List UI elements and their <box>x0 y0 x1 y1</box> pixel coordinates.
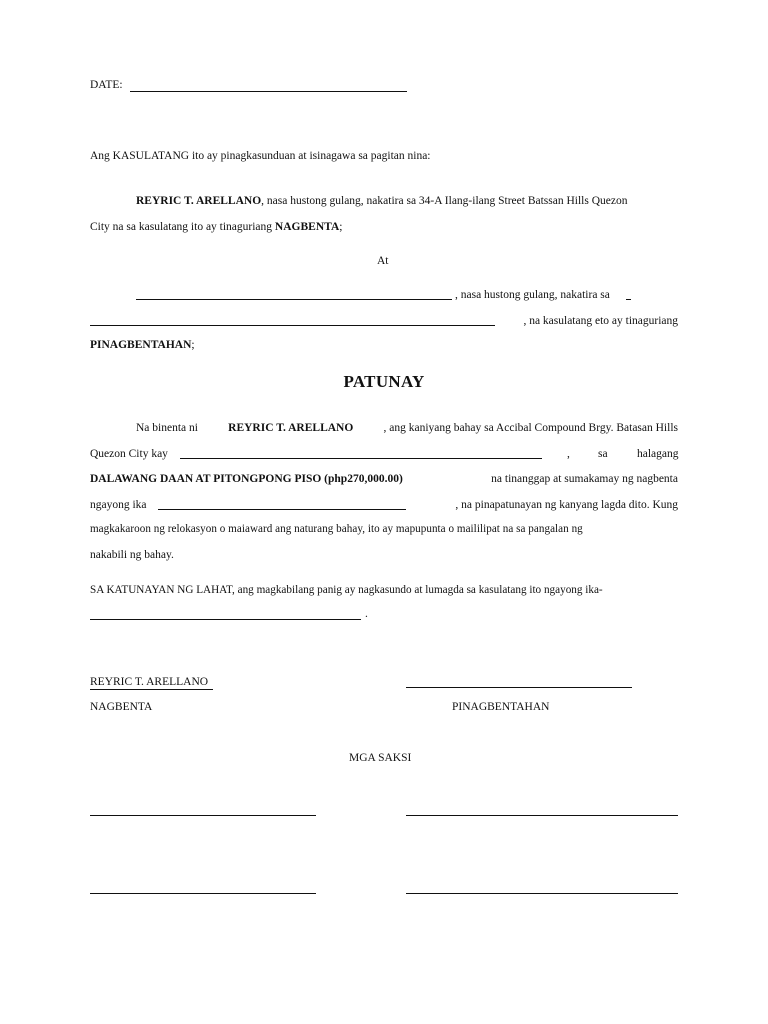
body-p1-f: halagang <box>637 448 679 460</box>
body-p1-a: Na binenta ni <box>136 422 198 434</box>
body-p1-b: , ang kaniyang bahay sa Accibal Compound Brgy. Batasan Hills <box>383 422 678 434</box>
body-p1-e: sa <box>598 448 608 460</box>
body-p1-j: magkakaroon ng relokasyon o maiaward ang naturang bahay, ito ay mapupunta o maililipat na sa pangalan ng <box>90 523 583 535</box>
buyer-text-a: , nasa hustong gulang, nakatira sa <box>455 289 610 301</box>
buyer-address-blank-start[interactable] <box>626 299 631 300</box>
body-line-3 <box>90 472 678 486</box>
witness-title: MGA SAKSI <box>349 752 412 764</box>
seller-role: NAGBENTA <box>274 221 340 233</box>
seller-line-2 <box>90 220 342 234</box>
seller-text-a: , nasa hustong gulang, nakatira sa 34-A Ilang-ilang Street Batssan Hills Quezon <box>261 195 628 207</box>
buyer-signature-blank[interactable] <box>406 687 632 688</box>
signing-date-blank[interactable] <box>90 619 361 620</box>
seller-name: REYRIC T. ARELLANO <box>136 195 262 207</box>
witness-3-blank[interactable] <box>90 893 316 894</box>
buyer-address-blank[interactable] <box>90 325 495 326</box>
date-blank[interactable] <box>130 91 407 92</box>
buyer-end: ; <box>191 339 195 351</box>
buyer-text-b: , na kasulatang eto ay tinaguriang <box>523 315 678 327</box>
body-p1-c: Quezon City kay <box>90 448 168 460</box>
body-p1-d: , <box>567 448 570 460</box>
body-p1-g: na tinanggap at sumakamay ng nagbenta <box>491 473 678 485</box>
body-p1-k: nakabili ng bahay. <box>90 549 174 561</box>
seller-signature-name: REYRIC T. ARELLANO <box>90 675 213 690</box>
body-p2: SA KATUNAYAN NG LAHAT, ang magkabilang panig ay nagkasundo at lumagda sa kasulatang ito ngayong ika- <box>90 584 603 596</box>
seller-end: ; <box>339 221 343 233</box>
body-p1-name: REYRIC T. ARELLANO <box>228 422 354 434</box>
conjunction-at: At <box>377 255 389 267</box>
body-p1-h: ngayong ika <box>90 499 147 511</box>
seller-text-b: City na sa kasulatang ito ay tinaguriang <box>90 221 273 233</box>
date-label: DATE: <box>90 79 123 91</box>
buyer-name-blank[interactable] <box>136 299 452 300</box>
date-day-blank[interactable] <box>158 509 406 510</box>
seller-line-1 <box>136 194 678 208</box>
witness-4-blank[interactable] <box>406 893 678 894</box>
buyer-signature-role: PINAGBENTAHAN <box>452 701 550 713</box>
body-p1-amount: DALAWANG DAAN AT PITONGPONG PISO (php270,000.00) <box>90 473 403 485</box>
buyer-role: PINAGBENTAHAN <box>90 339 192 351</box>
witness-2-blank[interactable] <box>406 815 678 816</box>
witness-1-blank[interactable] <box>90 815 316 816</box>
body-p2-end: . <box>365 608 368 620</box>
document-title: PATUNAY <box>343 372 425 391</box>
buyer-name-blank-2[interactable] <box>180 458 542 459</box>
body-line-1 <box>136 421 678 435</box>
body-p1-i: , na pinapatunayan ng kanyang lagda dito. Kung <box>455 499 678 511</box>
buyer-role-line <box>90 338 195 352</box>
intro-text: Ang KASULATANG ito ay pinagkasunduan at isinagawa sa pagitan nina: <box>90 150 431 162</box>
seller-signature-role: NAGBENTA <box>90 701 153 713</box>
